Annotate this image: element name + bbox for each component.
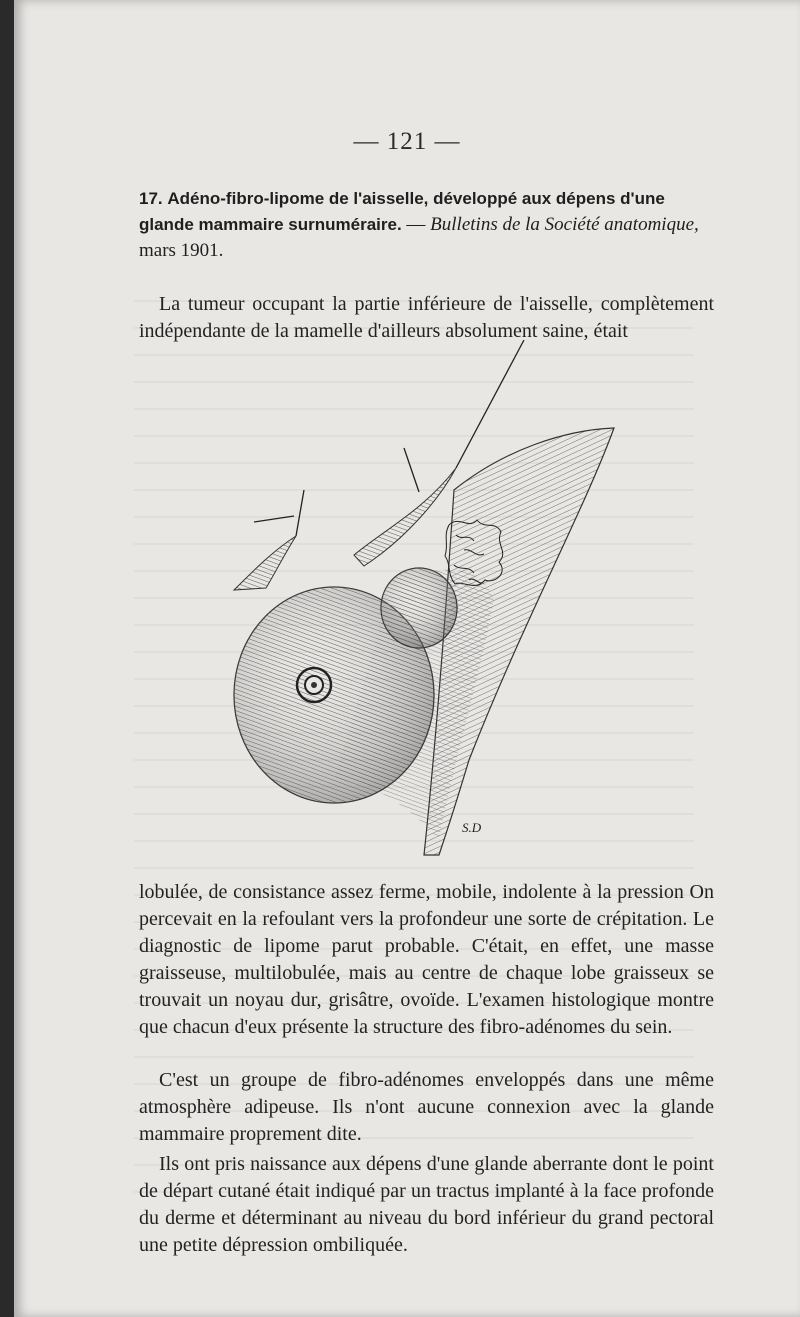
anatomical-figure [224, 340, 644, 860]
engraving-breast-axilla-tumor-icon [224, 340, 644, 860]
title-dash: — [401, 214, 431, 235]
page-number: — 121 — [353, 128, 461, 155]
paragraph-2: lobulée, de consistance assez ferme, mobile, indolente à la pression On percevait en la refoulant vers la profondeur une sorte de crépitation. Le diagnostic de lipome parut probable. C'était, en effet, une masse graisseuse, multilobulée, mais au centre de chaque lobe graisseux se trouvait un noyau dur, grisâtre, ovoïde. L'examen histologique montre que chacun d'eux présente la structure des fibro-adénomes du sein. [139, 881, 714, 1038]
article-heading [139, 186, 714, 264]
article-source: Bulletins de la Société anatomique, [430, 214, 699, 235]
article-title: Adéno-fibro-lipome de l'aisselle, développé aux dépens d'une glande mammaire surnuméraire. [139, 189, 665, 234]
paragraph-3: C'est un groupe de fibro-adénomes enveloppés dans une même atmosphère adipeuse. Ils n'ont aucune connexion avec la glande mammaire proprement dite. [139, 1069, 714, 1145]
article-number: 17. [139, 189, 163, 208]
engraver-signature: S.D [462, 820, 482, 835]
article-date: mars 1901. [139, 240, 224, 261]
paragraph-4: Ils ont pris naissance aux dépens d'une glande aberrante dont le point de départ cutané était indiqué par un tractus implanté à la face profonde du derme et déterminant au niveau du bord inférieur du grand pectoral une petite dépression ombiliquée. [139, 1153, 714, 1256]
paragraph-1: La tumeur occupant la partie inférieure de l'aisselle, complètement indépendante de la mamelle d'ailleurs absolument saine, était [139, 293, 714, 342]
book-page [14, 0, 800, 1317]
